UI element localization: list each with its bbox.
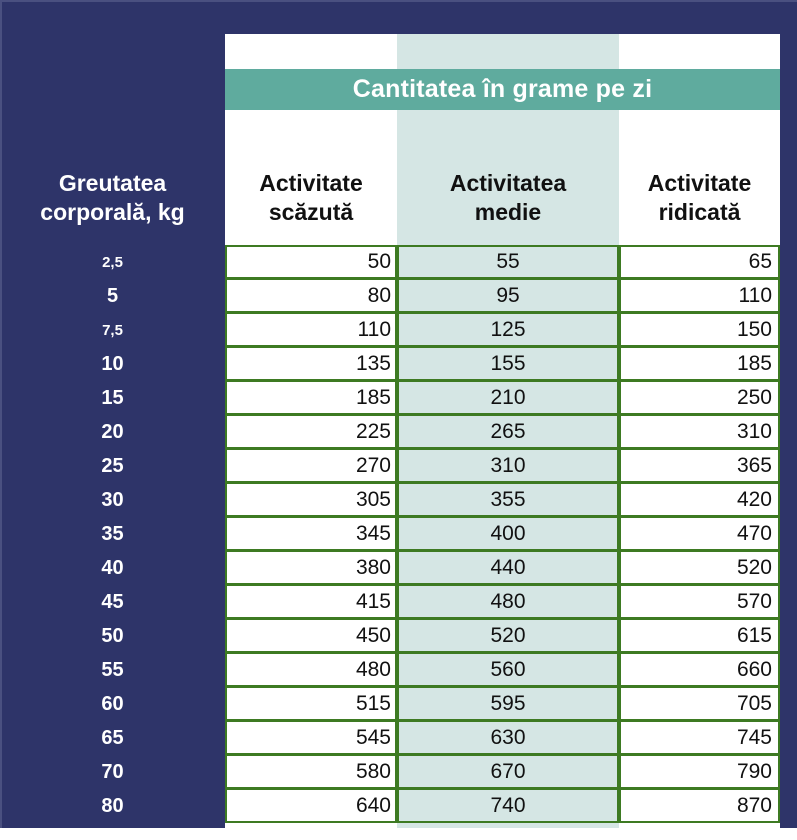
header-activity-high-line2: ridicată <box>658 198 741 225</box>
weight-cell: 25 <box>101 454 124 477</box>
weight-cell: 50 <box>101 624 124 647</box>
weight-cell: 10 <box>101 352 124 375</box>
table-row <box>0 279 797 313</box>
value-cell-medium: 440 <box>397 551 619 585</box>
value-cell-medium: 670 <box>397 755 619 789</box>
table-row <box>0 653 797 687</box>
value-cell-medium: 520 <box>397 619 619 653</box>
header-weight-line2: corporală, kg <box>40 198 185 225</box>
header-activity-high <box>619 150 780 245</box>
value-cell-medium: 630 <box>397 721 619 755</box>
value-cell-low: 380 <box>225 551 397 585</box>
value-cell-low: 640 <box>225 789 397 823</box>
value-cell-medium: 740 <box>397 789 619 823</box>
value-cell-low: 185 <box>225 381 397 415</box>
value-cell-medium: 95 <box>397 279 619 313</box>
value-cell-high: 870 <box>619 789 780 823</box>
title-banner-label: Cantitatea în grame pe zi <box>352 75 653 103</box>
value-cell-low: 135 <box>225 347 397 381</box>
value-cell-high: 185 <box>619 347 780 381</box>
table-row <box>0 687 797 721</box>
value-cell-medium: 595 <box>397 687 619 721</box>
header-activity-medium-line2: medie <box>474 198 542 225</box>
table-row <box>0 415 797 449</box>
value-cell-low: 80 <box>225 279 397 313</box>
value-cell-high: 310 <box>619 415 780 449</box>
header-activity-high-line1: Activitate <box>647 170 752 197</box>
value-cell-high: 790 <box>619 755 780 789</box>
weight-cell: 20 <box>101 420 124 443</box>
value-cell-low: 270 <box>225 449 397 483</box>
weight-cell: 5 <box>106 284 119 307</box>
weight-cell: 55 <box>101 658 124 681</box>
weight-cell: 2,5 <box>102 253 123 271</box>
value-cell-low: 345 <box>225 517 397 551</box>
value-cell-medium: 155 <box>397 347 619 381</box>
table-row <box>0 347 797 381</box>
table-body <box>0 245 797 823</box>
table-row <box>0 483 797 517</box>
value-cell-medium: 560 <box>397 653 619 687</box>
value-cell-high: 570 <box>619 585 780 619</box>
table-row <box>0 551 797 585</box>
value-cell-low: 225 <box>225 415 397 449</box>
value-cell-high: 470 <box>619 517 780 551</box>
value-cell-low: 580 <box>225 755 397 789</box>
value-cell-low: 545 <box>225 721 397 755</box>
value-cell-high: 110 <box>619 279 780 313</box>
weight-cell: 60 <box>101 692 124 715</box>
header-weight <box>0 150 225 245</box>
value-cell-high: 705 <box>619 687 780 721</box>
weight-cell: 35 <box>101 522 124 545</box>
value-cell-low: 450 <box>225 619 397 653</box>
value-cell-high: 660 <box>619 653 780 687</box>
title-banner <box>225 69 780 110</box>
table-row <box>0 755 797 789</box>
value-cell-medium: 310 <box>397 449 619 483</box>
value-cell-low: 480 <box>225 653 397 687</box>
header-activity-medium <box>397 150 619 245</box>
header-activity-low-line2: scăzută <box>268 198 354 225</box>
value-cell-low: 415 <box>225 585 397 619</box>
value-cell-high: 65 <box>619 245 780 279</box>
weight-cell: 65 <box>101 726 124 749</box>
value-cell-medium: 265 <box>397 415 619 449</box>
value-cell-low: 515 <box>225 687 397 721</box>
value-cell-low: 50 <box>225 245 397 279</box>
weight-cell: 45 <box>101 590 124 613</box>
table-row <box>0 517 797 551</box>
value-cell-high: 745 <box>619 721 780 755</box>
table-row <box>0 245 797 279</box>
weight-cell: 40 <box>101 556 124 579</box>
value-cell-high: 615 <box>619 619 780 653</box>
value-cell-high: 520 <box>619 551 780 585</box>
table-row <box>0 585 797 619</box>
table-row <box>0 789 797 823</box>
value-cell-high: 250 <box>619 381 780 415</box>
weight-cell: 80 <box>101 794 124 817</box>
value-cell-high: 150 <box>619 313 780 347</box>
weight-cell: 70 <box>101 760 124 783</box>
header-activity-low-line1: Activitate <box>259 170 363 197</box>
value-cell-medium: 125 <box>397 313 619 347</box>
table-row <box>0 619 797 653</box>
header-weight-line1: Greutatea <box>58 170 167 197</box>
weight-cell: 7,5 <box>102 321 123 339</box>
table-row <box>0 721 797 755</box>
header-activity-low <box>225 150 397 245</box>
value-cell-medium: 480 <box>397 585 619 619</box>
value-cell-medium: 210 <box>397 381 619 415</box>
value-cell-medium: 355 <box>397 483 619 517</box>
value-cell-high: 365 <box>619 449 780 483</box>
value-cell-high: 420 <box>619 483 780 517</box>
table-row <box>0 381 797 415</box>
value-cell-low: 110 <box>225 313 397 347</box>
weight-cell: 15 <box>101 386 124 409</box>
table-row <box>0 313 797 347</box>
value-cell-low: 305 <box>225 483 397 517</box>
value-cell-medium: 55 <box>397 245 619 279</box>
weight-cell: 30 <box>101 488 124 511</box>
header-activity-medium-line1: Activitatea <box>449 170 567 197</box>
table-row <box>0 449 797 483</box>
value-cell-medium: 400 <box>397 517 619 551</box>
table-header-row <box>0 150 797 245</box>
